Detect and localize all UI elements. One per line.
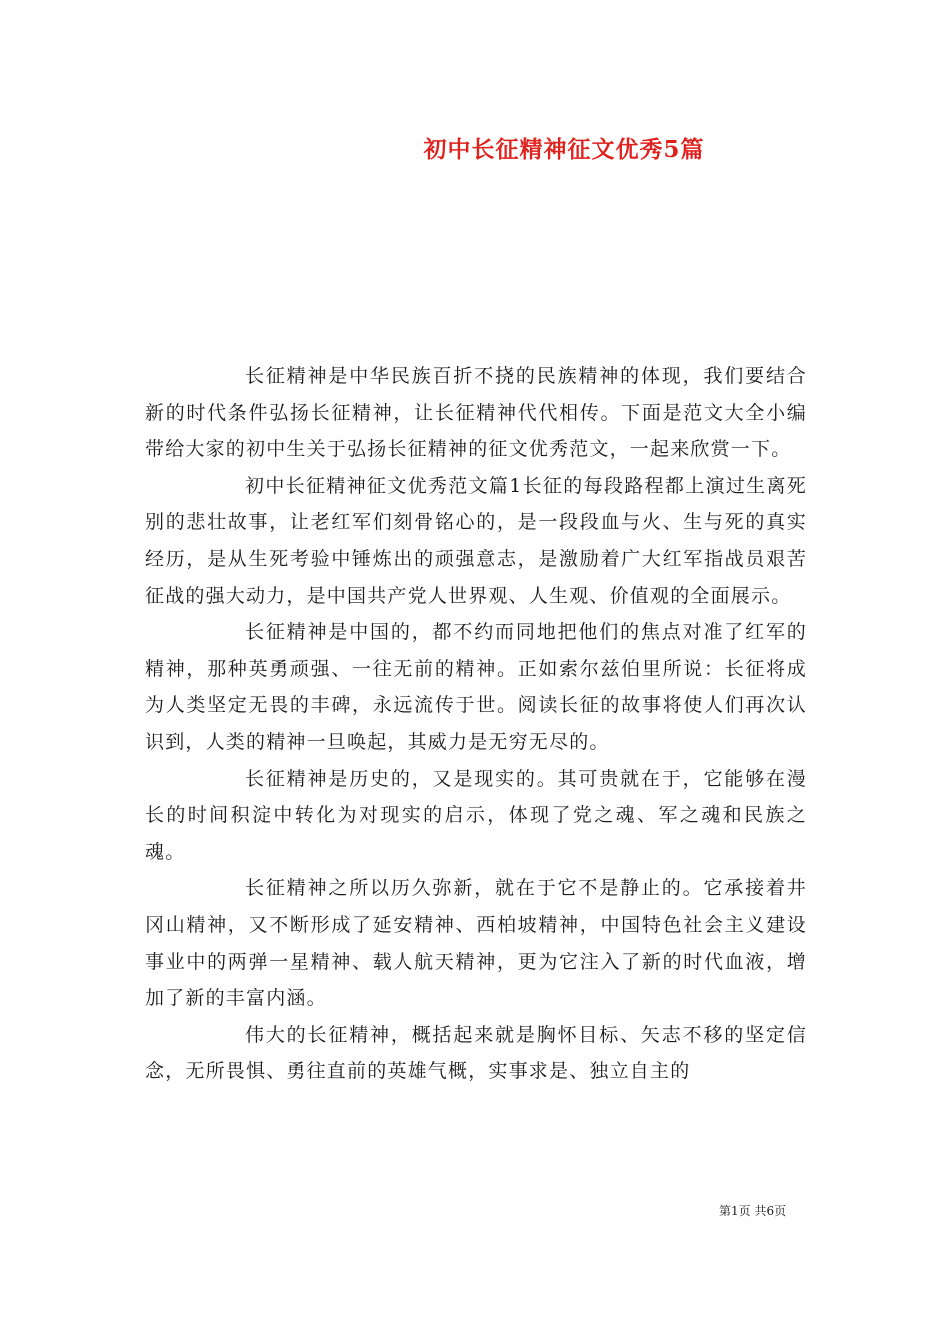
page-number: 第1页 共6页 <box>719 1204 787 1218</box>
paragraph: 长征精神是中国的，都不约而同地把他们的焦点对准了红军的精神，那种英勇顽强、一往无前的精神。正如索尔兹伯里所说：长征将成为人类坚定无畏的丰碑，永远流传于世。阅读长征的故事将使人们再次认识到，人类的精神一旦唤起，其威力是无穷无尽的。 <box>145 621 807 753</box>
paragraph: 初中长征精神征文优秀范文篇1长征的每段路程都上演过生离死别的悲壮故事，让老红军们刻骨铭心的，是一段段血与火、生与死的真实经历，是从生死考验中锤炼出的顽强意志，是激励着广大红军指战员艰苦征战的强大动力，是中国共产党人世界观、人生观、价值观的全面展示。 <box>145 474 807 607</box>
paragraph: 长征精神是中华民族百折不挠的民族精神的体现，我们要结合新的时代条件弘扬长征精神，让长征精神代代相传。下面是范文大全小编带给大家的初中生关于弘扬长征精神的征文优秀范文，一起来欣赏一下。 <box>145 365 807 461</box>
paragraph: 长征精神之所以历久弥新，就在于它不是静止的。它承接着井冈山精神，又不断形成了延安精神、西柏坡精神，中国特色社会主义建设事业中的两弹一星精神、载人航天精神，更为它注入了新的时代血液，增加了新的丰富内涵。 <box>145 877 807 1010</box>
paragraph: 伟大的长征精神，概括起来就是胸怀目标、矢志不移的坚定信念，无所畏惧、勇往直前的英雄气概，实事求是、独立自主的 <box>145 1023 807 1083</box>
document-title: 初中长征精神征文优秀5篇 <box>423 136 705 163</box>
document-body <box>145 358 807 1090</box>
paragraph: 长征精神是历史的，又是现实的。其可贵就在于，它能够在漫长的时间积淀中转化为对现实的启示，体现了党之魂、军之魂和民族之魂。 <box>145 767 807 863</box>
